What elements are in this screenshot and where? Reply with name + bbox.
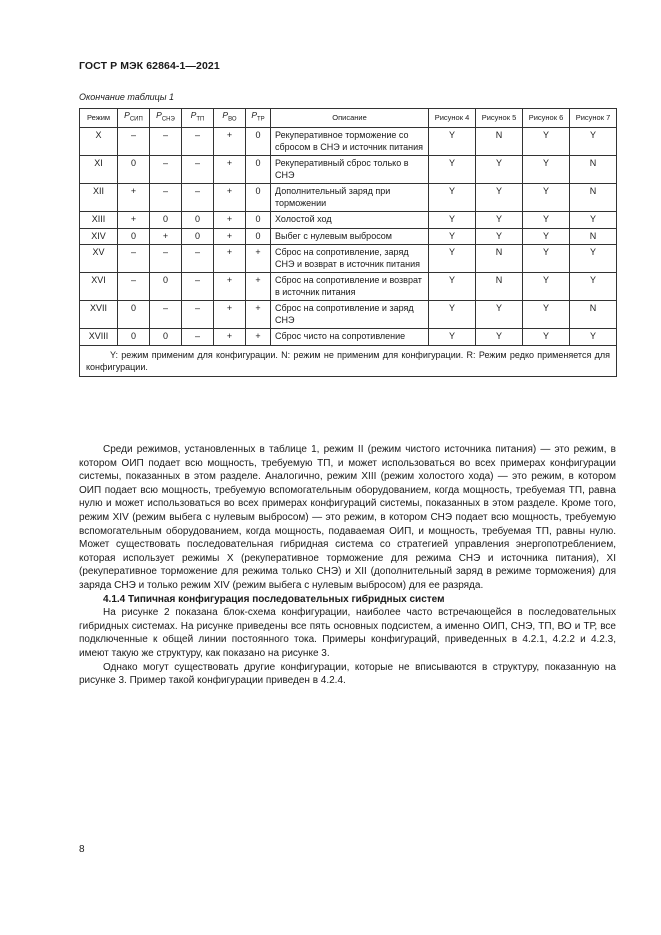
cell-p-sip: 0 <box>118 301 150 329</box>
cell-mode: XV <box>80 245 118 273</box>
cell-description: Рекуперативное торможение со сбросом в СНЭ и источник питания <box>271 128 429 156</box>
cell-p-tp: 0 <box>182 212 214 229</box>
cell-p-sne: – <box>150 245 182 273</box>
cell-p-vo: + <box>214 245 246 273</box>
cell-mode: XVII <box>80 301 118 329</box>
cell-p-sne: + <box>150 228 182 245</box>
p-subscript: СНЭ <box>161 116 175 123</box>
cell-figure-7: Y <box>570 212 617 229</box>
cell-figure-6: Y <box>523 128 570 156</box>
cell-figure-6: Y <box>523 301 570 329</box>
cell-p-sne: – <box>150 156 182 184</box>
cell-p-vo: + <box>214 228 246 245</box>
cell-figure-6: Y <box>523 184 570 212</box>
table-row <box>80 329 617 346</box>
table-row <box>80 128 617 156</box>
p-symbol: P <box>124 110 130 120</box>
col-p-vo <box>214 109 246 128</box>
col-p-tr <box>246 109 271 128</box>
cell-mode: XVIII <box>80 329 118 346</box>
cell-figure-7: Y <box>570 128 617 156</box>
document-code-header: ГОСТ Р МЭК 62864-1—2021 <box>79 60 220 72</box>
cell-p-sne: 0 <box>150 212 182 229</box>
p-symbol: P <box>222 110 229 120</box>
cell-p-sip: 0 <box>118 156 150 184</box>
modes-table <box>79 108 617 377</box>
p-subscript: СИП <box>129 116 143 123</box>
cell-figure-6: Y <box>523 245 570 273</box>
cell-p-vo: + <box>214 184 246 212</box>
cell-p-tp: – <box>182 329 214 346</box>
cell-p-sip: + <box>118 184 150 212</box>
cell-description: Холостой ход <box>271 212 429 229</box>
cell-description: Выбег с нулевым выбросом <box>271 228 429 245</box>
cell-p-vo: + <box>214 156 246 184</box>
cell-p-tp: 0 <box>182 228 214 245</box>
cell-mode: XIV <box>80 228 118 245</box>
cell-p-tr: + <box>246 273 271 301</box>
cell-figure-5: Y <box>476 212 523 229</box>
cell-figure-5: Y <box>476 329 523 346</box>
cell-mode: XI <box>80 156 118 184</box>
cell-figure-4: Y <box>429 245 476 273</box>
paragraph-figure-3: Однако могут существовать другие конфигурации, которые не вписываются в структуру, показанную на рисунке 3. Пример такой конфигурации приведен в 4.2.4. <box>79 661 616 687</box>
paragraph-modes-summary: Среди режимов, установленных в таблице 1, режим II (режим чистого источника питания) — это режим, в котором ОИП подает всю мощность, требуемую ТП, и может использоваться во всех примерах конфигурации системы, показанных в этом разделе. Аналогично, режим XIII (режим холостого хода) — это режим, в котором ОИП подает всю мощность, требуемую вспомогательным оборудованием, когда мощность, требуемая ТП, равна нулю и может использоваться во всех примерах конфигураций системы, показанных в этом разделе. Кроме того, режим XIV (режим выбега с нулевым выбросом) — это режим, в котором СНЭ подает всю мощность, требуемую вспомогательным оборудованием, когда мощность, подаваемая ОИП, и мощность, требуемая ТП, равны нулю. Может существовать последовательная гибридная система со стратегией управления энергопотреблением, которая использует режимы X (рекуперативное торможение для режима СНЭ и источника питания), XI (рекуперативное торможение для режима только СНЭ) и XII (дополнительный заряд в режиме торможения) для заряда СНЭ и только режим XIV (режим выбега с нулевым выбросом) для ее разряда. <box>79 444 616 591</box>
cell-p-vo: + <box>214 301 246 329</box>
cell-p-sne: – <box>150 128 182 156</box>
cell-figure-6: Y <box>523 273 570 301</box>
cell-p-tr: 0 <box>246 228 271 245</box>
page-number: 8 <box>79 844 85 855</box>
table-note: Y: режим применим для конфигурации. N: режим не применим для конфигурации. R: Режим редко применяется для конфигурации. <box>80 345 617 376</box>
p-subscript: ТР <box>257 116 265 123</box>
table-row <box>80 156 617 184</box>
cell-p-sip: – <box>118 128 150 156</box>
p-symbol: P <box>156 110 162 120</box>
cell-p-tr: 0 <box>246 184 271 212</box>
cell-figure-4: Y <box>429 273 476 301</box>
col-figure-5: Рисунок 5 <box>476 109 523 128</box>
cell-p-tp: – <box>182 301 214 329</box>
cell-p-sip: + <box>118 212 150 229</box>
cell-figure-7: Y <box>570 273 617 301</box>
body-text <box>79 443 616 688</box>
cell-figure-5: N <box>476 273 523 301</box>
table-row <box>80 212 617 229</box>
cell-p-vo: + <box>214 273 246 301</box>
cell-p-tp: – <box>182 184 214 212</box>
cell-figure-5: Y <box>476 301 523 329</box>
cell-figure-6: Y <box>523 228 570 245</box>
cell-figure-6: Y <box>523 212 570 229</box>
cell-p-sne: 0 <box>150 273 182 301</box>
cell-p-tp: – <box>182 156 214 184</box>
col-p-tp <box>182 109 214 128</box>
cell-description: Сброс на сопротивление, заряд СНЭ и возврат в источник питания <box>271 245 429 273</box>
cell-p-tr: 0 <box>246 212 271 229</box>
cell-figure-7: Y <box>570 245 617 273</box>
cell-figure-7: N <box>570 301 617 329</box>
cell-figure-4: Y <box>429 329 476 346</box>
cell-p-sne: 0 <box>150 329 182 346</box>
cell-p-vo: + <box>214 212 246 229</box>
col-figure-4: Рисунок 4 <box>429 109 476 128</box>
cell-mode: X <box>80 128 118 156</box>
cell-figure-4: Y <box>429 228 476 245</box>
cell-p-tr: 0 <box>246 128 271 156</box>
cell-figure-4: Y <box>429 301 476 329</box>
cell-figure-6: Y <box>523 329 570 346</box>
col-mode: Режим <box>80 109 118 128</box>
cell-p-tp: – <box>182 273 214 301</box>
cell-p-tp: – <box>182 128 214 156</box>
cell-figure-5: N <box>476 128 523 156</box>
cell-p-sne: – <box>150 184 182 212</box>
col-description: Описание <box>271 109 429 128</box>
cell-p-vo: + <box>214 329 246 346</box>
cell-figure-4: Y <box>429 212 476 229</box>
cell-p-sne: – <box>150 301 182 329</box>
cell-p-sip: 0 <box>118 228 150 245</box>
cell-figure-5: Y <box>476 184 523 212</box>
table-header-row <box>80 109 617 128</box>
cell-p-tp: – <box>182 245 214 273</box>
cell-figure-7: Y <box>570 329 617 346</box>
table-row <box>80 228 617 245</box>
cell-description: Сброс на сопротивление и возврат в источник питания <box>271 273 429 301</box>
cell-figure-5: Y <box>476 156 523 184</box>
cell-mode: XIII <box>80 212 118 229</box>
cell-figure-7: N <box>570 228 617 245</box>
cell-description: Рекуперативный сброс только в СНЭ <box>271 156 429 184</box>
paragraph-figure-2: На рисунке 2 показана блок-схема конфигурации, наиболее часто встречающейся в последовательных гибридных системах. На рисунке приведены все пять основных подсистем, а именно ОИП, СНЭ, ТП, ВО и ТР, все подключенные к общей линии постоянного тока. Примеры конфигураций, приведенных в 4.2.1, 4.2.2 и 4.2.3, имеют такую же структуру, как показано на рисунке 3. <box>79 607 616 659</box>
cell-figure-7: N <box>570 184 617 212</box>
cell-figure-5: N <box>476 245 523 273</box>
cell-p-tr: + <box>246 301 271 329</box>
cell-figure-5: Y <box>476 228 523 245</box>
cell-description: Сброс чисто на сопротивление <box>271 329 429 346</box>
cell-p-tr: + <box>246 329 271 346</box>
table-row <box>80 301 617 329</box>
cell-p-tr: + <box>246 245 271 273</box>
cell-figure-4: Y <box>429 156 476 184</box>
p-symbol: P <box>251 110 257 120</box>
cell-figure-4: Y <box>429 184 476 212</box>
col-figure-6: Рисунок 6 <box>523 109 570 128</box>
cell-p-sip: – <box>118 273 150 301</box>
table-row <box>80 273 617 301</box>
cell-p-vo: + <box>214 128 246 156</box>
cell-description: Дополнительный заряд при торможении <box>271 184 429 212</box>
col-p-sne <box>150 109 182 128</box>
cell-figure-6: Y <box>523 156 570 184</box>
col-figure-7: Рисунок 7 <box>570 109 617 128</box>
table-note-row <box>80 345 617 376</box>
section-heading: 4.1.4 Типичная конфигурация последовательных гибридных систем <box>103 593 445 605</box>
p-subscript: ВО <box>228 116 237 123</box>
col-p-sip <box>118 109 150 128</box>
cell-p-tr: 0 <box>246 156 271 184</box>
cell-mode: XII <box>80 184 118 212</box>
table-row <box>80 184 617 212</box>
p-symbol: P <box>190 110 197 120</box>
cell-p-sip: – <box>118 245 150 273</box>
cell-p-sip: 0 <box>118 329 150 346</box>
cell-figure-7: N <box>570 156 617 184</box>
table-caption: Окончание таблицы 1 <box>79 92 174 102</box>
table-row <box>80 245 617 273</box>
p-subscript: ТП <box>196 116 205 123</box>
cell-description: Сброс на сопротивление и заряд СНЭ <box>271 301 429 329</box>
cell-figure-4: Y <box>429 128 476 156</box>
cell-mode: XVI <box>80 273 118 301</box>
